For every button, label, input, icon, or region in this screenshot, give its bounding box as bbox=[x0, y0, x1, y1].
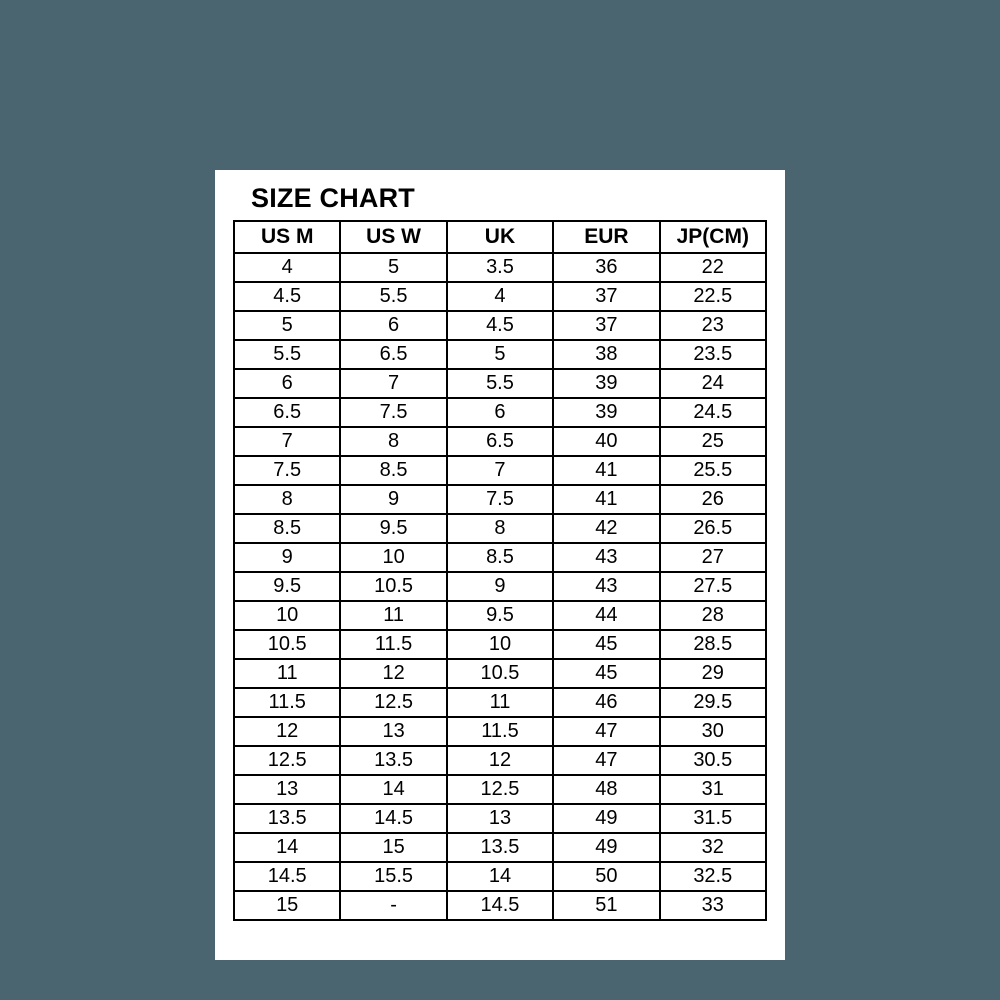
cell-eur: 37 bbox=[553, 311, 659, 340]
table-row bbox=[234, 746, 766, 775]
cell-us-m: 7.5 bbox=[234, 456, 340, 485]
cell-us-m: 10 bbox=[234, 601, 340, 630]
cell-eur: 38 bbox=[553, 340, 659, 369]
cell-eur: 50 bbox=[553, 862, 659, 891]
cell-us-m: 11 bbox=[234, 659, 340, 688]
cell-us-w: 8.5 bbox=[340, 456, 446, 485]
cell-uk: 9 bbox=[447, 572, 553, 601]
table-row bbox=[234, 543, 766, 572]
cell-uk: 5.5 bbox=[447, 369, 553, 398]
cell-us-m: 5.5 bbox=[234, 340, 340, 369]
cell-eur: 43 bbox=[553, 543, 659, 572]
cell-uk: 13.5 bbox=[447, 833, 553, 862]
cell-eur: 42 bbox=[553, 514, 659, 543]
cell-uk: 10.5 bbox=[447, 659, 553, 688]
table-row bbox=[234, 282, 766, 311]
cell-us-w: 9.5 bbox=[340, 514, 446, 543]
cell-us-w: 14 bbox=[340, 775, 446, 804]
cell-us-w: 10 bbox=[340, 543, 446, 572]
cell-jp: 24 bbox=[660, 369, 766, 398]
cell-us-w: 13.5 bbox=[340, 746, 446, 775]
table-row bbox=[234, 369, 766, 398]
column-header-us-w: US W bbox=[340, 221, 446, 253]
column-header-jp-cm: JP(CM) bbox=[660, 221, 766, 253]
table-row bbox=[234, 311, 766, 340]
cell-us-m: 8 bbox=[234, 485, 340, 514]
column-header-uk: UK bbox=[447, 221, 553, 253]
cell-us-m: 14.5 bbox=[234, 862, 340, 891]
table-row bbox=[234, 253, 766, 282]
cell-eur: 51 bbox=[553, 891, 659, 920]
cell-us-m: 9.5 bbox=[234, 572, 340, 601]
cell-us-m: 4 bbox=[234, 253, 340, 282]
cell-jp: 28 bbox=[660, 601, 766, 630]
cell-jp: 27.5 bbox=[660, 572, 766, 601]
cell-jp: 26.5 bbox=[660, 514, 766, 543]
table-body bbox=[234, 253, 766, 920]
cell-uk: 6 bbox=[447, 398, 553, 427]
cell-us-m: 7 bbox=[234, 427, 340, 456]
cell-uk: 5 bbox=[447, 340, 553, 369]
cell-us-m: 14 bbox=[234, 833, 340, 862]
cell-eur: 37 bbox=[553, 282, 659, 311]
table-row bbox=[234, 659, 766, 688]
size-chart-table bbox=[233, 220, 767, 921]
column-header-us-m: US M bbox=[234, 221, 340, 253]
cell-jp: 30.5 bbox=[660, 746, 766, 775]
cell-eur: 39 bbox=[553, 369, 659, 398]
cell-us-m: 6 bbox=[234, 369, 340, 398]
cell-jp: 29.5 bbox=[660, 688, 766, 717]
table-row bbox=[234, 485, 766, 514]
cell-uk: 11 bbox=[447, 688, 553, 717]
cell-us-w: 5 bbox=[340, 253, 446, 282]
cell-eur: 39 bbox=[553, 398, 659, 427]
cell-uk: 12.5 bbox=[447, 775, 553, 804]
cell-uk: 7 bbox=[447, 456, 553, 485]
cell-jp: 23.5 bbox=[660, 340, 766, 369]
cell-us-m: 8.5 bbox=[234, 514, 340, 543]
size-chart-card bbox=[215, 170, 785, 960]
table-row bbox=[234, 340, 766, 369]
table-row bbox=[234, 688, 766, 717]
cell-us-w: 5.5 bbox=[340, 282, 446, 311]
cell-jp: 24.5 bbox=[660, 398, 766, 427]
cell-us-w: 14.5 bbox=[340, 804, 446, 833]
cell-eur: 41 bbox=[553, 456, 659, 485]
cell-uk: 9.5 bbox=[447, 601, 553, 630]
cell-eur: 46 bbox=[553, 688, 659, 717]
cell-us-m: 11.5 bbox=[234, 688, 340, 717]
table-row bbox=[234, 572, 766, 601]
cell-uk: 12 bbox=[447, 746, 553, 775]
cell-us-m: 15 bbox=[234, 891, 340, 920]
table-row bbox=[234, 398, 766, 427]
cell-us-w: 9 bbox=[340, 485, 446, 514]
cell-uk: 7.5 bbox=[447, 485, 553, 514]
cell-us-w: 12.5 bbox=[340, 688, 446, 717]
cell-jp: 25.5 bbox=[660, 456, 766, 485]
cell-jp: 23 bbox=[660, 311, 766, 340]
table-row bbox=[234, 862, 766, 891]
table-row bbox=[234, 891, 766, 920]
cell-us-w: 15.5 bbox=[340, 862, 446, 891]
cell-us-m: 6.5 bbox=[234, 398, 340, 427]
page-title: SIZE CHART bbox=[251, 183, 415, 213]
table-header-row bbox=[234, 221, 766, 253]
cell-uk: 10 bbox=[447, 630, 553, 659]
table-row bbox=[234, 775, 766, 804]
cell-eur: 44 bbox=[553, 601, 659, 630]
cell-us-w: 6.5 bbox=[340, 340, 446, 369]
cell-us-m: 9 bbox=[234, 543, 340, 572]
cell-us-m: 5 bbox=[234, 311, 340, 340]
cell-uk: 11.5 bbox=[447, 717, 553, 746]
cell-us-m: 10.5 bbox=[234, 630, 340, 659]
cell-eur: 43 bbox=[553, 572, 659, 601]
cell-jp: 31 bbox=[660, 775, 766, 804]
table-row bbox=[234, 456, 766, 485]
table-header bbox=[234, 221, 766, 253]
cell-us-m: 12.5 bbox=[234, 746, 340, 775]
cell-jp: 31.5 bbox=[660, 804, 766, 833]
cell-eur: 45 bbox=[553, 630, 659, 659]
table-row bbox=[234, 717, 766, 746]
cell-us-w: 8 bbox=[340, 427, 446, 456]
cell-uk: 3.5 bbox=[447, 253, 553, 282]
cell-jp: 30 bbox=[660, 717, 766, 746]
cell-uk: 4 bbox=[447, 282, 553, 311]
cell-uk: 13 bbox=[447, 804, 553, 833]
cell-jp: 32.5 bbox=[660, 862, 766, 891]
cell-us-w: 13 bbox=[340, 717, 446, 746]
cell-uk: 6.5 bbox=[447, 427, 553, 456]
table-row bbox=[234, 804, 766, 833]
cell-eur: 49 bbox=[553, 804, 659, 833]
cell-us-m: 13.5 bbox=[234, 804, 340, 833]
cell-us-w: 11 bbox=[340, 601, 446, 630]
table-row bbox=[234, 833, 766, 862]
cell-us-w: 15 bbox=[340, 833, 446, 862]
cell-jp: 27 bbox=[660, 543, 766, 572]
cell-eur: 48 bbox=[553, 775, 659, 804]
column-header-eur: EUR bbox=[553, 221, 659, 253]
cell-eur: 41 bbox=[553, 485, 659, 514]
cell-jp: 25 bbox=[660, 427, 766, 456]
cell-eur: 36 bbox=[553, 253, 659, 282]
cell-eur: 40 bbox=[553, 427, 659, 456]
cell-us-m: 13 bbox=[234, 775, 340, 804]
table-row bbox=[234, 427, 766, 456]
cell-jp: 29 bbox=[660, 659, 766, 688]
cell-uk: 8.5 bbox=[447, 543, 553, 572]
table-row bbox=[234, 601, 766, 630]
cell-uk: 8 bbox=[447, 514, 553, 543]
table-row bbox=[234, 630, 766, 659]
cell-us-w: 6 bbox=[340, 311, 446, 340]
cell-eur: 49 bbox=[553, 833, 659, 862]
cell-us-w: 12 bbox=[340, 659, 446, 688]
cell-jp: 28.5 bbox=[660, 630, 766, 659]
cell-us-w: 10.5 bbox=[340, 572, 446, 601]
cell-us-w: - bbox=[340, 891, 446, 920]
cell-us-w: 7.5 bbox=[340, 398, 446, 427]
cell-jp: 22.5 bbox=[660, 282, 766, 311]
cell-uk: 14.5 bbox=[447, 891, 553, 920]
cell-eur: 45 bbox=[553, 659, 659, 688]
cell-jp: 32 bbox=[660, 833, 766, 862]
cell-eur: 47 bbox=[553, 717, 659, 746]
cell-uk: 14 bbox=[447, 862, 553, 891]
cell-us-w: 7 bbox=[340, 369, 446, 398]
cell-us-w: 11.5 bbox=[340, 630, 446, 659]
cell-jp: 33 bbox=[660, 891, 766, 920]
cell-us-m: 4.5 bbox=[234, 282, 340, 311]
cell-eur: 47 bbox=[553, 746, 659, 775]
cell-us-m: 12 bbox=[234, 717, 340, 746]
cell-jp: 26 bbox=[660, 485, 766, 514]
cell-jp: 22 bbox=[660, 253, 766, 282]
table-row bbox=[234, 514, 766, 543]
cell-uk: 4.5 bbox=[447, 311, 553, 340]
